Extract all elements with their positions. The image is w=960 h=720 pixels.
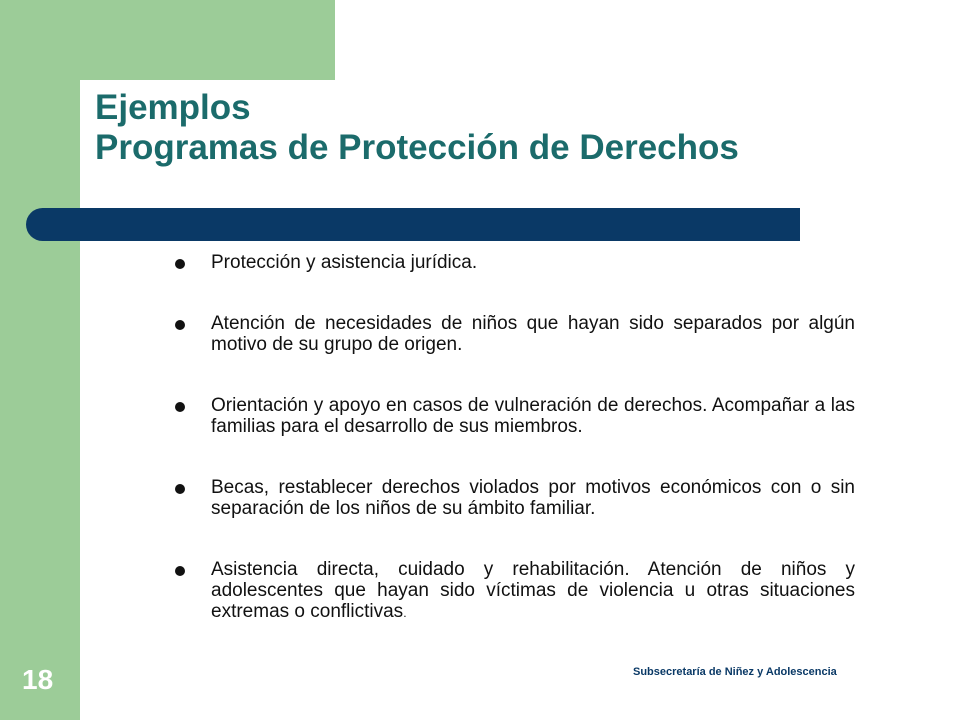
top-green-block xyxy=(0,0,335,80)
bullet-item xyxy=(175,395,855,437)
bullet-text: Asistencia directa, cuidado y rehabilitación. Atención de niños y adolescentes que hayan sido víctimas de violencia u otras situaciones extremas o conflictivas xyxy=(211,559,855,622)
left-green-bar xyxy=(0,0,80,720)
bullet-item xyxy=(175,252,855,273)
bullet-dot-icon xyxy=(175,259,185,269)
bullet-text: Becas, restablecer derechos violados por motivos económicos con o sin separación de los niños de su ámbito familiar. xyxy=(211,477,855,519)
bullet-dot-icon xyxy=(175,566,185,576)
bullet-text: Orientación y apoyo en casos de vulneración de derechos. Acompañar a las familias para el desarrollo de sus miembros. xyxy=(211,395,855,437)
footer-text: Subsecretaría de Niñez y Adolescencia xyxy=(633,666,837,678)
bullet-list xyxy=(175,252,855,664)
bullet-item xyxy=(175,313,855,355)
title-line-1: Ejemplos xyxy=(95,88,251,127)
title-line-2: Programas de Protección de Derechos xyxy=(95,128,739,167)
bullet-dot-icon xyxy=(175,320,185,330)
bullet-dot-icon xyxy=(175,484,185,494)
bullet-text: Protección y asistencia jurídica. xyxy=(211,252,478,273)
slide-title xyxy=(95,88,739,168)
bullet-item xyxy=(175,559,855,624)
title-divider-bar xyxy=(26,208,800,241)
bullet-suffix: . xyxy=(403,606,407,620)
page-number: 18 xyxy=(22,664,54,695)
bullet-text: Atención de necesidades de niños que hayan sido separados por algún motivo de su grupo de origen. xyxy=(211,313,855,355)
bullet-dot-icon xyxy=(175,402,185,412)
bullet-item xyxy=(175,477,855,519)
